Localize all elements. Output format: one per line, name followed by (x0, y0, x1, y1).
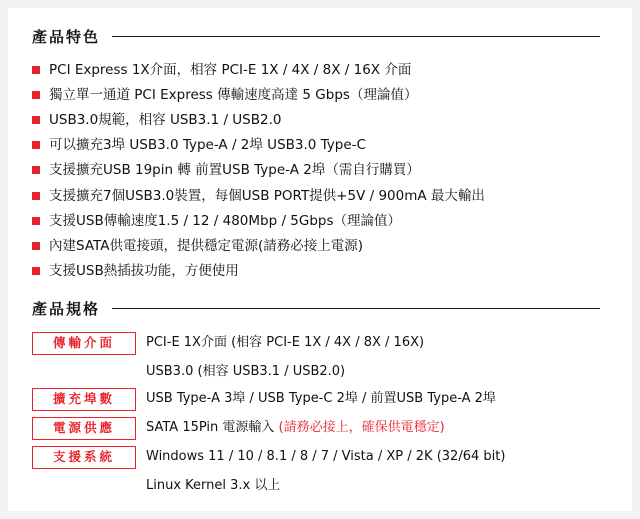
feature-text: 可以擴充3埠 USB3.0 Type-A / 2埠 USB3.0 Type-C (49, 137, 366, 154)
list-item (32, 57, 614, 82)
specs-section-header (32, 298, 614, 319)
spec-value-text: SATA 15Pin 電源輸入 (146, 419, 279, 435)
feature-text: PCI Express 1X介面，相容 PCI-E 1X / 4X / 8X / 16X 介面 (49, 61, 412, 78)
list-item (32, 259, 614, 284)
feature-text: 獨立單一通道 PCI Express 傳輸速度高達 5 Gbps（理論值） (49, 86, 418, 103)
spec-label-ports: 擴充埠數 (32, 388, 136, 411)
spec-value (146, 361, 345, 382)
table-row (32, 329, 614, 358)
header-divider-line (112, 308, 600, 309)
list-item (32, 133, 614, 158)
spec-label-power: 電源供應 (32, 417, 136, 440)
feature-text: 支援USB熱插拔功能，方便使用 (49, 263, 239, 280)
spec-value-text: USB Type-A 3埠 / USB Type-C 2埠 / 前置USB Type-A 2埠 (146, 390, 496, 406)
list-item (32, 158, 614, 183)
table-row (32, 414, 614, 443)
spec-value (146, 475, 280, 496)
spec-value-text: Linux Kernel 3.x 以上 (146, 477, 281, 493)
spec-sheet-page (8, 8, 632, 511)
spec-label-os-support: 支援系統 (32, 446, 136, 469)
square-bullet-icon (32, 267, 40, 275)
spec-table (32, 329, 614, 499)
feature-text: 內建SATA供電接頭，提供穩定電源(請務必接上電源) (49, 238, 363, 255)
spec-value-text: PCI-E 1X介面 (相容 PCI-E 1X / 4X / 8X / 16X) (146, 334, 425, 350)
square-bullet-icon (32, 166, 40, 174)
square-bullet-icon (32, 66, 40, 74)
spec-value-text: Windows 11 / 10 / 8.1 / 8 / 7 / Vista / XP / 2K (32/64 bit) (146, 448, 506, 464)
spec-value (146, 332, 424, 353)
feature-list (32, 57, 614, 284)
square-bullet-icon (32, 141, 40, 149)
spec-label-empty (32, 475, 136, 480)
square-bullet-icon (32, 116, 40, 124)
list-item (32, 208, 614, 233)
spec-label-interface: 傳輸介面 (32, 332, 136, 355)
features-section-title: 產品特色 (32, 28, 101, 46)
square-bullet-icon (32, 242, 40, 250)
square-bullet-icon (32, 192, 40, 200)
spec-label-empty (32, 361, 136, 366)
header-divider-line (112, 36, 600, 37)
feature-text: 支援USB傳輸速度1.5 / 12 / 480Mbp / 5Gbps（理論值） (49, 212, 402, 229)
feature-text: USB3.0規範，相容 USB3.1 / USB2.0 (49, 111, 282, 128)
feature-text: 支援擴充USB 19pin 轉 前置USB Type-A 2埠（需自行購買） (49, 162, 420, 179)
list-item (32, 234, 614, 259)
list-item (32, 183, 614, 208)
list-item (32, 82, 614, 107)
specs-section-title: 產品規格 (32, 299, 101, 318)
table-row (32, 443, 614, 472)
square-bullet-icon (32, 91, 40, 99)
spec-value (146, 388, 496, 409)
features-section-header (32, 26, 614, 47)
spec-value-text: USB3.0 (相容 USB3.1 / USB2.0) (146, 364, 346, 380)
spec-value (146, 446, 505, 467)
table-row (32, 358, 614, 385)
table-row (32, 385, 614, 414)
square-bullet-icon (32, 217, 40, 225)
feature-text: 支援擴充7個USB3.0裝置，每個USB PORT提供+5V / 900mA 最大輸出 (49, 187, 485, 204)
spec-value (146, 417, 445, 438)
table-row (32, 472, 614, 499)
list-item (32, 107, 614, 132)
spec-value-highlight: (請務必接上，確保供電穩定) (278, 419, 445, 435)
